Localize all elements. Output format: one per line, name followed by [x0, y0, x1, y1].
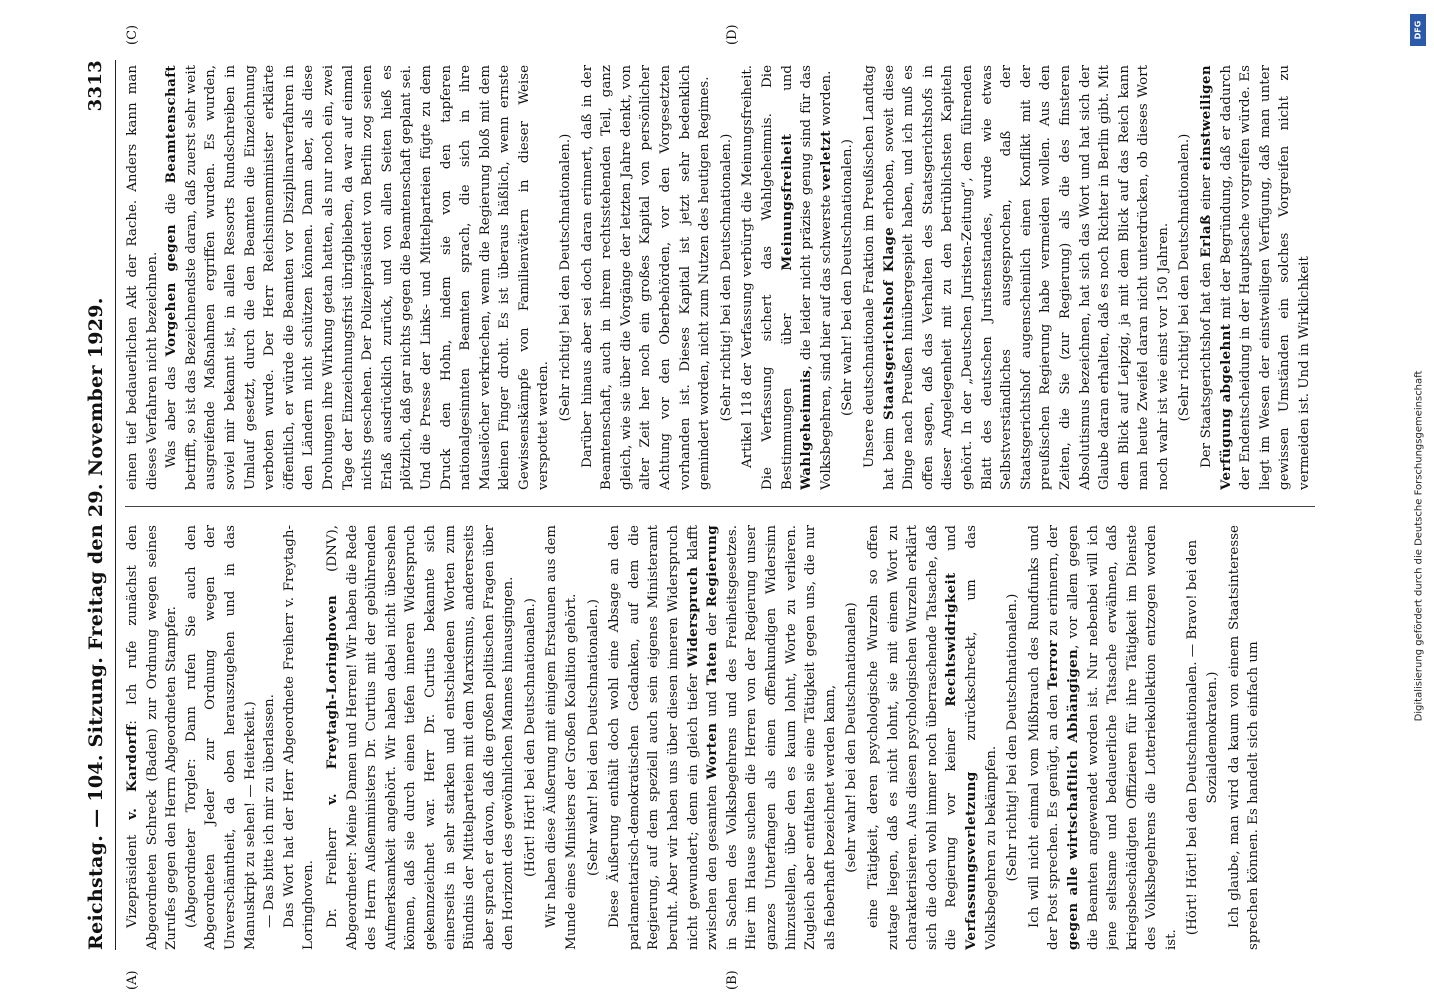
digitization-credit: Digitalisierung gefördert durch die Deutsche Forschungsgemeinschaft: [1413, 370, 1425, 722]
speech-paragraph: Artikel 118 der Verfassung verbürgt die Meinungsfreiheit. Die Verfassung sichert das Wahlgeheimnis. Die Bestimmungen über Meinungsfreiheit und Wahlgeheimnis, die leider nicht präzise genug sind für das Volksbegehren, sind hier auf das schwerste verletzt worden.: [740, 65, 834, 490]
dfg-logo-text: DFG: [1413, 20, 1423, 40]
interjection: (Sehr wahr! bei den Deutschnationalen.): [840, 138, 856, 417]
margin-marker-d: (D): [725, 24, 740, 45]
speech-paragraph: eine Tätigkeit, deren psychologische Wurzeln so offen zutage liegen, daß es nicht lohnt, sie mit einem Wort zu charakterisieren. Aus diesen psychologischen Wurzeln erklärt sich die doch wohl immer noch überraschende Tatsache, daß die Regierung vor keiner Rechtswidrigkeit und Verfassungsverletzung zurückschreckt, um das Volksbegehren zu bekämpfen.: [865, 525, 999, 950]
interjection: (Sehr richtig! bei den Deutschnationalen.): [1177, 133, 1193, 422]
running-header: [85, 60, 113, 950]
speech-paragraph: Ich will nicht einmal vom Mißbrauch des Rundfunks und der Post sprechen. Es genügt, an den Terror zu erinnern, der gegen alle wirtschaftlich Abhängigen, vor allem gegen die Beamten angewendet worden ist. Nur nebenbei will ich jene seltsame und bedauerliche Tatsache erwähnen, daß kriegsbeschädigten Offizieren für ihre Tätigkeit im Dienste des Volksbegehrens die Lotteriekollektion entzogen worden ist.: [1026, 525, 1179, 950]
interjection: (Sehr richtig! bei den Deutschnationalen.): [718, 133, 734, 422]
interjection: (sehr wahr! bei den Deutschnationalen): [844, 602, 860, 873]
speech-paragraph: Diese Äußerung enthält doch wohl eine Absage an den parlamentarisch-demokratischen Gedanken, auf dem die Regierung, auf dem speziell auch sein eigenes Ministeramt beruht. Aber wir haben uns über diesen inneren Widerspruch nicht gewundert; denn ein gleich tiefer Widerspruch klafft zwischen den gesamten Worten und Taten der Regierung in Sachen des Volksbegehrens und des Freiheitsgesetzes. Hier im Hause suchen die Herren von der Regierung unser ganzes Unterfangen als einen offenkundigen Widersinn hinzustellen, über den es kaum lohnt, Worte zu verlieren. Zugleich aber entfalten sie eine Tätigkeit gegen uns, die nur als fieberhaft bezeichnet werden kann,: [607, 525, 838, 950]
speech-paragraph: Wir haben diese Äußerung mit einigem Erstaunen aus dem Munde eines Ministers der Großen Koalition gehört.: [544, 525, 580, 950]
speech-paragraph: Darüber hinaus aber sei doch daran erinnert, daß in der Beamtenschaft, auch in ihrem rechtsstehenden Teil, ganz gleich, wie sie über die Vorgänge der letzten Jahre denkt, von alter Zeit her noch ein großes Kapital von persönlicher Achtung vor den Oberbehörden, vor den Vorgesetzten vorhanden ist. Dieses Kapital ist jetzt sehr bedenklich gemindert worden, nicht zum Nutzen des heutigen Regimes.: [579, 65, 713, 490]
speech-paragraph: einen tief bedauerlichen Akt der Rache. Anders kann man dieses Verfahren nicht bezeichnen.: [125, 65, 160, 490]
margin-marker-c: (C): [125, 24, 140, 45]
speech-paragraph: (Abgeordneter Torgler: Dann rufen Sie auch den Abgeordneten Jeder zur Ordnung wegen der Unverschämtheit, da oben herauszugehen und in das Manuskript zu sehen! — Heiterkeit.): [183, 525, 258, 950]
speech-paragraph: Dr. Freiherr v. Freytagh-Loringhoven (DNV), Abgeordneter: Meine Damen und Herren! Wir haben die Rede des Herrn Außenministers Dr. Curtius mit der gebührenden Aufmerksamkeit angehört. Wir haben dabei nicht übersehen können, daß sie durch einen tiefen inneren Widerspruch gekennzeichnet war. Herr Dr. Curtius bekannte sich einerseits in sehr starken und entschiedenen Worten zum Bündnis der Mittelparteien mit dem Marxismus, andererseits aber sprach er davon, daß die großen politischen Fragen über den Horizont des gewöhnlichen Mannes hinausgingen.: [323, 525, 517, 950]
speech-paragraph: Unsere deutschnationale Fraktion im Preußischen Landtag hat beim Staatsgerichtshof Klage erhoben, soweit diese Dinge nach Preußen hinübergespielt haben, und ich muß es offen sagen, daß das Verhalten des Staatsgerichtshofs in dieser Angelegenheit mit zu den betrüblichsten Kapiteln gehört. In der „Deutschen Juristen-Zeitung“, dem führenden Blatt des deutschen Juristenstandes, wurde wie etwas Selbstverständliches ausgesprochen, daß der Staatsgerichtshof augenscheinlich einen Konflikt mit der preußischen Regierung habe vermeiden wollen. Aus den Zeiten, die Sie (zur Regierung) als die des finsteren Absolutismus bezeichnen, hat sich das Wort und hat sich der Glaube daran erhalten, daß es noch Richter in Berlin gibt. Mit dem Blick auf Leipzig, ja mit dem Blick auf das Reich kann man heute Zweifel daran nicht unterdrücken, ob dieses Wort noch wahr ist wie einst vor 150 Jahren.: [861, 65, 1171, 490]
speech-paragraph: Der Staatsgerichtshof hat den Erlaß einer einstweiligen Verfügung abgelehnt mit der Begründung, daß er dadurch der Endentscheidung in der Hauptsache vorgreifen würde. Es liegt im Wesen der einstweiligen Verfügung, daß man unter gewissen Umständen ein solches Vorgreifen nicht zu vermeiden ist. Und in Wirklichkeit: [1198, 65, 1313, 490]
header-rule: [115, 60, 116, 950]
interjection: (Hört! Hört! bei den Deutschnationalen.): [522, 598, 538, 877]
text-column-right: [123, 65, 1318, 490]
speech-paragraph: Was aber das Vorgehen gegen die Beamtenschaft betrifft, so ist das Bezeichnendste daran, daß zuerst sehr weit ausgreifende Maßnahmen ergriffen wurden. Es wurden, soviel mir bekannt ist, in allen Ressorts Rundschreiben in Umlauf gesetzt, durch die den Beamten die Einzeichnung verboten wurde. Der Herr Reichsinnenminister erklärte öffentlich, er würde die Beamten vor Disziplinarverfahren in den Ländern nicht schützen können. Dann aber, als diese Drohungen ihre Wirkung getan hatten, als nur noch ein, zwei Tage der Einzeichnungsfrist übrigblieben, da war auf einmal nichts geschehen. Der Polizeipräsident von Berlin zog seinen Erlaß ausdrücklich zurück, und von allen Seiten hieß es plötzlich, daß gar nichts gegen die Beamtenschaft geplant sei. Und die Presse der Links- und Mittelparteien fügte zu dem Druck den Hohn, indem sie von den tapferen nationalgesinnten Beamten sprach, die sich in ihre Mauselöcher verkriechen, wenn die Regierung bloß mit dem kleinen Finger droht. Es ist überaus häßlich, wenn ernste Gewissenskämpfe von Familienvätern in dieser Weise verspottet werden.: [163, 65, 552, 490]
margin-marker-b: (B): [725, 970, 740, 990]
page-number: 3313: [85, 60, 106, 112]
speech-paragraph: Das Wort hat der Herr Abgeordnete Freiherr v. Freytagh-Loringhoven.: [281, 525, 317, 950]
dfg-credit-strip: [1406, 6, 1432, 992]
interjection: (Hört! Hört! bei den Deutschnationalen. — Bravo! bei den Sozialdemokraten.): [1185, 539, 1221, 936]
dfg-logo: [1410, 14, 1426, 46]
speech-paragraph: — Das bitte ich mir zu überlassen.: [262, 694, 278, 928]
interjection: (Sehr richtig! bei den Deutschnationalen.): [558, 133, 574, 422]
speech-paragraph: Vizepräsident v. Kardorff: Ich rufe zunächst den Abgeordneten Schreck (Baden) zur Ordnung wegen seines Zurufes gegen den Herrn Abgeordneten Stampfer.: [124, 525, 180, 950]
interjection: (Sehr wahr! bei den Deutschnationalen.): [585, 598, 601, 877]
margin-marker-a: (A): [125, 970, 140, 990]
interjection: (Sehr richtig! bei den Deutschnationalen.): [1005, 593, 1021, 882]
text-column-left: [123, 525, 1318, 950]
page-content: [85, 24, 1325, 990]
speech-paragraph: Ich glaube, man wird da kaum von einem Staatsinteresse sprechen können. Es handelt sich einfach um: [1226, 525, 1262, 950]
column-divider: [125, 506, 1315, 507]
header-title: Reichstag. — 104. Sitzung. Freitag den 29. November 1929.: [85, 297, 107, 950]
